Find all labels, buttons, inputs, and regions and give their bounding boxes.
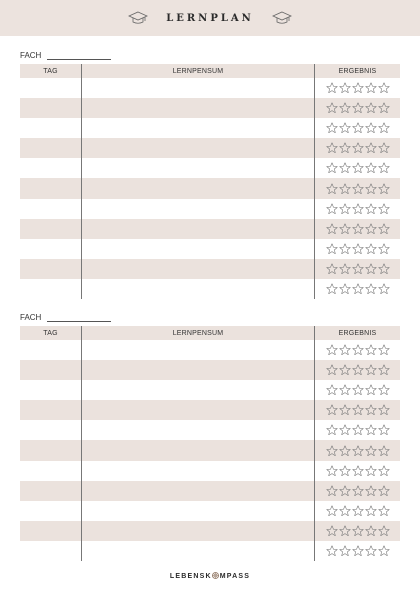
star-icon[interactable] <box>378 82 390 94</box>
ergebnis-cell <box>315 138 400 158</box>
star-icon[interactable] <box>378 122 390 134</box>
star-icon[interactable] <box>352 183 364 195</box>
star-rating[interactable] <box>326 424 390 436</box>
star-icon[interactable] <box>378 263 390 275</box>
star-icon[interactable] <box>326 82 338 94</box>
star-icon[interactable] <box>365 122 377 134</box>
column-header-ergebnis: ERGEBNIS <box>338 67 377 75</box>
star-icon[interactable] <box>352 545 364 557</box>
star-icon[interactable] <box>326 424 338 436</box>
star-icon[interactable] <box>339 122 351 134</box>
star-icon[interactable] <box>352 525 364 537</box>
table-row <box>20 360 400 380</box>
star-rating[interactable] <box>326 384 390 396</box>
table-row <box>20 340 400 360</box>
page-header <box>0 0 420 36</box>
table-row <box>20 138 400 158</box>
star-rating[interactable] <box>326 465 390 477</box>
star-icon[interactable] <box>339 384 351 396</box>
lernpensum-cell[interactable] <box>82 481 315 501</box>
table-header-row <box>20 326 400 340</box>
lernpensum-cell[interactable] <box>82 219 315 239</box>
graduation-cap-icon <box>128 11 148 25</box>
star-rating[interactable] <box>326 183 390 195</box>
star-icon[interactable] <box>352 162 364 174</box>
star-icon[interactable] <box>365 545 377 557</box>
star-icon[interactable] <box>339 183 351 195</box>
star-rating[interactable] <box>326 445 390 457</box>
table-row <box>20 420 400 440</box>
fach-line[interactable] <box>47 51 111 60</box>
star-icon[interactable] <box>352 344 364 356</box>
tag-cell[interactable] <box>20 178 82 198</box>
lernpensum-cell[interactable] <box>82 501 315 521</box>
tag-cell[interactable] <box>20 461 82 481</box>
star-rating[interactable] <box>326 505 390 517</box>
star-icon[interactable] <box>378 283 390 295</box>
star-icon[interactable] <box>326 485 338 497</box>
ergebnis-cell <box>315 541 400 561</box>
brand-logo <box>0 572 420 580</box>
star-icon[interactable] <box>326 344 338 356</box>
star-rating[interactable] <box>326 223 390 235</box>
star-rating[interactable] <box>326 545 390 557</box>
star-icon[interactable] <box>378 102 390 114</box>
star-icon[interactable] <box>352 505 364 517</box>
star-icon[interactable] <box>365 142 377 154</box>
star-icon[interactable] <box>378 344 390 356</box>
table-row <box>20 440 400 460</box>
star-icon[interactable] <box>352 122 364 134</box>
star-icon[interactable] <box>326 404 338 416</box>
table-row <box>20 501 400 521</box>
table-row <box>20 98 400 118</box>
star-icon[interactable] <box>326 162 338 174</box>
fach-field[interactable] <box>20 310 400 322</box>
plan-table <box>20 326 400 561</box>
ergebnis-cell <box>315 400 400 420</box>
lernpensum-cell[interactable] <box>82 400 315 420</box>
column-header-tag: TAG <box>20 326 82 340</box>
star-icon[interactable] <box>365 525 377 537</box>
tag-cell[interactable] <box>20 501 82 521</box>
star-icon[interactable] <box>352 445 364 457</box>
lernpensum-cell[interactable] <box>82 461 315 481</box>
star-icon[interactable] <box>365 485 377 497</box>
star-icon[interactable] <box>378 223 390 235</box>
star-icon[interactable] <box>378 203 390 215</box>
tag-cell[interactable] <box>20 118 82 138</box>
lernpensum-cell[interactable] <box>82 158 315 178</box>
star-icon[interactable] <box>326 102 338 114</box>
table-row <box>20 380 400 400</box>
ergebnis-cell <box>315 380 400 400</box>
lernpensum-cell[interactable] <box>82 259 315 279</box>
lernpensum-cell[interactable] <box>82 178 315 198</box>
ergebnis-cell <box>315 461 400 481</box>
star-icon[interactable] <box>365 424 377 436</box>
star-rating[interactable] <box>326 525 390 537</box>
fach-field[interactable] <box>20 48 400 60</box>
study-plan-section-2 <box>20 310 400 561</box>
ergebnis-cell <box>315 521 400 541</box>
star-icon[interactable] <box>326 243 338 255</box>
table-row <box>20 541 400 561</box>
lernpensum-cell[interactable] <box>82 420 315 440</box>
lernpensum-cell[interactable] <box>82 440 315 460</box>
table-row <box>20 521 400 541</box>
star-icon[interactable] <box>339 404 351 416</box>
tag-cell[interactable] <box>20 199 82 219</box>
star-icon[interactable] <box>352 223 364 235</box>
star-icon[interactable] <box>326 283 338 295</box>
star-icon[interactable] <box>339 445 351 457</box>
star-icon[interactable] <box>339 243 351 255</box>
star-rating[interactable] <box>326 142 390 154</box>
ergebnis-cell <box>315 78 400 98</box>
star-icon[interactable] <box>352 203 364 215</box>
star-icon[interactable] <box>339 505 351 517</box>
tag-cell[interactable] <box>20 541 82 561</box>
star-icon[interactable] <box>339 364 351 376</box>
star-icon[interactable] <box>339 344 351 356</box>
table-row <box>20 199 400 219</box>
star-icon[interactable] <box>326 263 338 275</box>
star-icon[interactable] <box>352 283 364 295</box>
table-row <box>20 219 400 239</box>
tag-cell[interactable] <box>20 420 82 440</box>
tag-cell[interactable] <box>20 481 82 501</box>
star-icon[interactable] <box>352 424 364 436</box>
star-icon[interactable] <box>339 82 351 94</box>
star-icon[interactable] <box>378 243 390 255</box>
fach-line[interactable] <box>47 313 111 322</box>
table-row <box>20 118 400 138</box>
star-icon[interactable] <box>326 142 338 154</box>
lernpensum-cell[interactable] <box>82 138 315 158</box>
star-icon[interactable] <box>378 505 390 517</box>
star-icon[interactable] <box>339 283 351 295</box>
fach-label: FACH <box>20 313 42 322</box>
star-icon[interactable] <box>326 465 338 477</box>
table-row <box>20 78 400 98</box>
star-icon[interactable] <box>326 183 338 195</box>
star-icon[interactable] <box>352 465 364 477</box>
star-icon[interactable] <box>352 404 364 416</box>
column-header-lernpensum: LERNPENSUM <box>82 64 315 78</box>
tag-cell[interactable] <box>20 380 82 400</box>
tag-cell[interactable] <box>20 239 82 259</box>
star-icon[interactable] <box>352 263 364 275</box>
star-rating[interactable] <box>326 485 390 497</box>
study-plan-section-1 <box>20 48 400 299</box>
tag-cell[interactable] <box>20 78 82 98</box>
lernpensum-cell[interactable] <box>82 239 315 259</box>
star-rating[interactable] <box>326 344 390 356</box>
star-icon[interactable] <box>378 404 390 416</box>
compass-o-icon <box>212 572 219 579</box>
star-icon[interactable] <box>365 404 377 416</box>
lernpensum-cell[interactable] <box>82 199 315 219</box>
star-icon[interactable] <box>378 364 390 376</box>
star-icon[interactable] <box>365 283 377 295</box>
tag-cell[interactable] <box>20 340 82 360</box>
star-icon[interactable] <box>378 162 390 174</box>
table-row <box>20 158 400 178</box>
star-rating[interactable] <box>326 243 390 255</box>
table-row <box>20 461 400 481</box>
tag-cell[interactable] <box>20 98 82 118</box>
table-row <box>20 239 400 259</box>
star-icon[interactable] <box>352 243 364 255</box>
tag-cell[interactable] <box>20 360 82 380</box>
star-icon[interactable] <box>378 525 390 537</box>
table-row <box>20 481 400 501</box>
ergebnis-cell <box>315 98 400 118</box>
table-row <box>20 259 400 279</box>
ergebnis-cell <box>315 199 400 219</box>
lernpensum-cell[interactable] <box>82 78 315 98</box>
plan-table <box>20 64 400 299</box>
tag-cell[interactable] <box>20 440 82 460</box>
graduation-cap-icon <box>272 11 292 25</box>
lernpensum-cell[interactable] <box>82 541 315 561</box>
star-icon[interactable] <box>339 263 351 275</box>
star-icon[interactable] <box>352 142 364 154</box>
star-icon[interactable] <box>339 485 351 497</box>
brand-text-after: MPASS <box>219 573 251 580</box>
ergebnis-cell <box>315 178 400 198</box>
ergebnis-cell <box>315 440 400 460</box>
star-icon[interactable] <box>378 384 390 396</box>
star-icon[interactable] <box>378 424 390 436</box>
ergebnis-cell <box>315 118 400 138</box>
star-icon[interactable] <box>339 525 351 537</box>
lernpensum-cell[interactable] <box>82 521 315 541</box>
star-icon[interactable] <box>339 223 351 235</box>
star-icon[interactable] <box>326 223 338 235</box>
tag-cell[interactable] <box>20 219 82 239</box>
star-rating[interactable] <box>326 364 390 376</box>
star-rating[interactable] <box>326 102 390 114</box>
star-icon[interactable] <box>352 384 364 396</box>
brand-text-before: LEBENSK <box>169 573 212 580</box>
page-title: LERNPLAN <box>166 12 254 24</box>
star-rating[interactable] <box>326 283 390 295</box>
star-icon[interactable] <box>378 142 390 154</box>
ergebnis-cell <box>315 340 400 360</box>
table-row <box>20 400 400 420</box>
star-icon[interactable] <box>365 505 377 517</box>
star-icon[interactable] <box>378 485 390 497</box>
tag-cell[interactable] <box>20 158 82 178</box>
star-icon[interactable] <box>326 364 338 376</box>
star-icon[interactable] <box>365 445 377 457</box>
table-row <box>20 279 400 299</box>
star-icon[interactable] <box>365 364 377 376</box>
ergebnis-cell <box>315 360 400 380</box>
star-icon[interactable] <box>326 525 338 537</box>
star-icon[interactable] <box>378 465 390 477</box>
fach-label: FACH <box>20 51 42 60</box>
star-icon[interactable] <box>365 465 377 477</box>
column-header-tag: TAG <box>20 64 82 78</box>
star-icon[interactable] <box>339 142 351 154</box>
star-icon[interactable] <box>339 465 351 477</box>
lernpensum-cell[interactable] <box>82 118 315 138</box>
lernpensum-cell[interactable] <box>82 98 315 118</box>
ergebnis-cell <box>315 219 400 239</box>
star-icon[interactable] <box>365 183 377 195</box>
star-icon[interactable] <box>326 203 338 215</box>
star-icon[interactable] <box>339 102 351 114</box>
ergebnis-cell <box>315 239 400 259</box>
star-icon[interactable] <box>378 183 390 195</box>
star-icon[interactable] <box>339 424 351 436</box>
ergebnis-cell <box>315 259 400 279</box>
star-rating[interactable] <box>326 203 390 215</box>
tag-cell[interactable] <box>20 400 82 420</box>
lernpensum-cell[interactable] <box>82 380 315 400</box>
star-icon[interactable] <box>339 162 351 174</box>
star-icon[interactable] <box>378 445 390 457</box>
star-rating[interactable] <box>326 82 390 94</box>
lernpensum-cell[interactable] <box>82 340 315 360</box>
star-icon[interactable] <box>326 505 338 517</box>
star-rating[interactable] <box>326 404 390 416</box>
star-icon[interactable] <box>365 263 377 275</box>
star-icon[interactable] <box>352 485 364 497</box>
star-icon[interactable] <box>365 162 377 174</box>
star-icon[interactable] <box>365 243 377 255</box>
star-icon[interactable] <box>365 223 377 235</box>
table-header-row <box>20 64 400 78</box>
star-icon[interactable] <box>339 203 351 215</box>
star-icon[interactable] <box>326 545 338 557</box>
ergebnis-cell <box>315 420 400 440</box>
star-rating[interactable] <box>326 162 390 174</box>
table-row <box>20 178 400 198</box>
star-icon[interactable] <box>365 203 377 215</box>
tag-cell[interactable] <box>20 259 82 279</box>
star-rating[interactable] <box>326 122 390 134</box>
lernpensum-cell[interactable] <box>82 360 315 380</box>
ergebnis-cell <box>315 279 400 299</box>
star-icon[interactable] <box>365 384 377 396</box>
tag-cell[interactable] <box>20 138 82 158</box>
ergebnis-cell <box>315 501 400 521</box>
column-header-lernpensum: LERNPENSUM <box>82 326 315 340</box>
star-icon[interactable] <box>365 344 377 356</box>
tag-cell[interactable] <box>20 521 82 541</box>
ergebnis-cell <box>315 481 400 501</box>
star-icon[interactable] <box>378 545 390 557</box>
star-icon[interactable] <box>326 445 338 457</box>
tag-cell[interactable] <box>20 279 82 299</box>
star-icon[interactable] <box>352 102 364 114</box>
column-header-ergebnis: ERGEBNIS <box>338 329 377 337</box>
star-icon[interactable] <box>339 545 351 557</box>
star-icon[interactable] <box>352 364 364 376</box>
ergebnis-cell <box>315 158 400 178</box>
star-icon[interactable] <box>365 82 377 94</box>
lernpensum-cell[interactable] <box>82 279 315 299</box>
star-rating[interactable] <box>326 263 390 275</box>
star-icon[interactable] <box>365 102 377 114</box>
star-icon[interactable] <box>352 82 364 94</box>
star-icon[interactable] <box>326 384 338 396</box>
star-icon[interactable] <box>326 122 338 134</box>
